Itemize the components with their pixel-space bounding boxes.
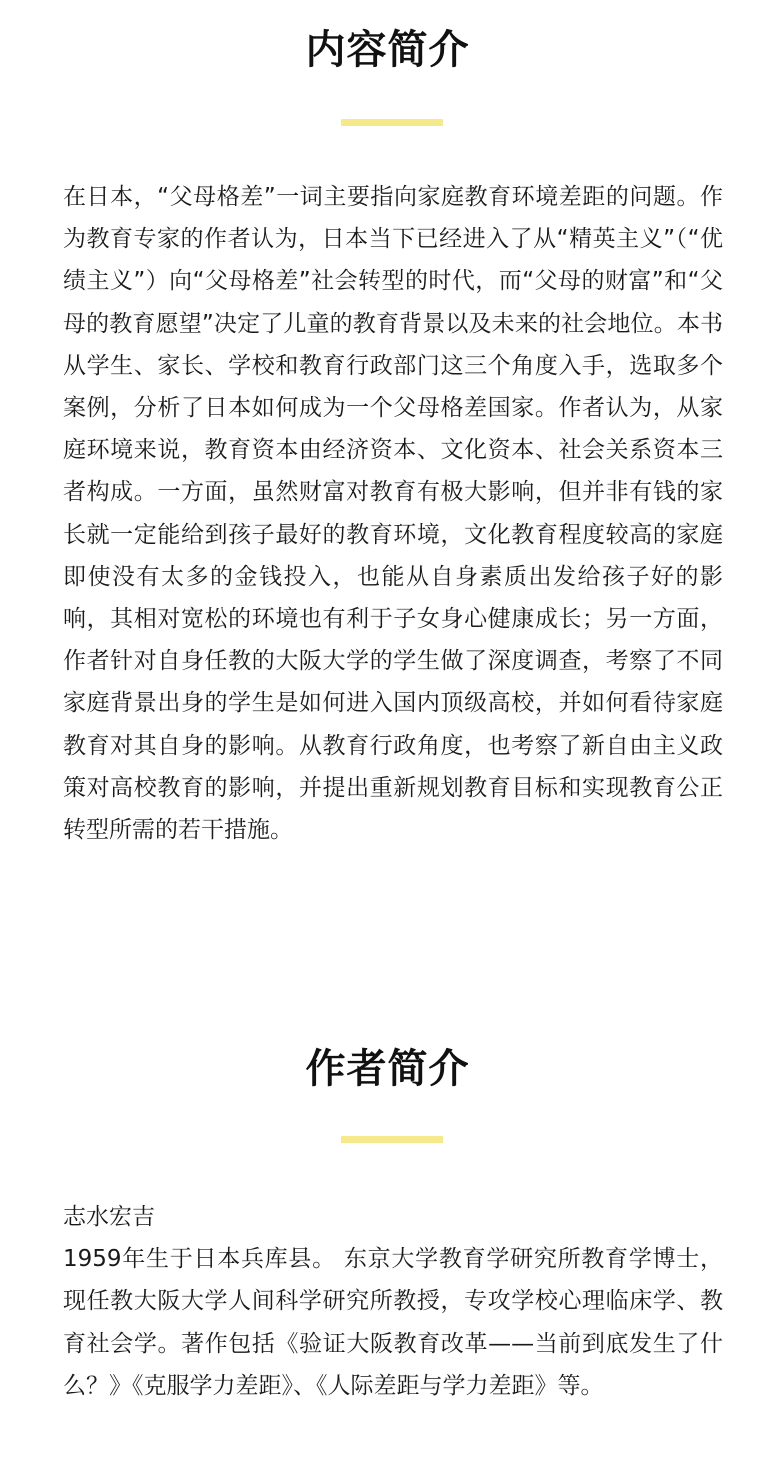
author-title-divider	[341, 1136, 443, 1143]
author-section-title: 作者简介	[305, 1046, 470, 1092]
intro-section-title: 内容简介	[305, 27, 470, 73]
intro-paragraph: 在日本，“父母格差”一词主要指向家庭教育环境差距的问题。作为教育专家的作者认为，日本当下已经进入了从“精英主义”（“优绩主义”）向“父母格差”社会转型的时代，而“父母的财富”和“父母的教育愿望”决定了儿童的教育背景以及未来的社会地位。本书从学生、家长、学校和教育行政部门这三个角度入手，选取多个案例，分析了日本如何成为一个父母格差国家。作者认为，从家庭环境来说，教育资本由经济资本、文化资本、社会关系资本三者构成。一方面，虽然财富对教育有极大影响，但并非有钱的家长就一定能给到孩子最好的教育环境，文化教育程度较高的家庭即使没有太多的金钱投入，也能从自身素质出发给孩子好的影响，其相对宽松的环境也有利于子女身心健康成长；另一方面，作者针对自身任教的大阪大学的学生做了深度调查，考察了不同家庭背景出身的学生是如何进入国内顶级高校，并如何看待家庭教育对其自身的影响。从教育行政角度，也考察了新自由主义政策对高校教育的影响，并提出重新规划教育目标和实现教育公正转型所需的若干措施。	[63, 184, 723, 844]
intro-title-divider	[341, 119, 443, 126]
author-bio: 1959年生于日本兵库县。 东京大学教育学研究所教育学博士，现任教大阪大学人间科学研究所教授，专攻学校心理临床学、教育社会学。著作包括《验证大阪教育改革——当前到底发生了什么？》《克服学力差距》、《人际差距与学力差距》等。	[63, 1246, 723, 1399]
author-info	[63, 1196, 723, 1407]
author-name: 志水宏吉	[63, 1204, 155, 1230]
